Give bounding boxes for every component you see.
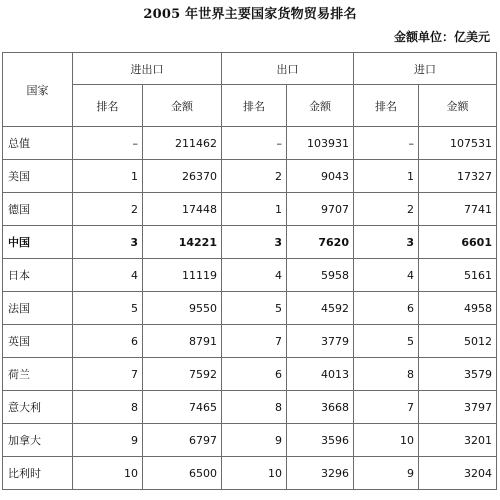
export-amount-cell: 4013 — [287, 358, 354, 391]
trade-ranking-table — [2, 52, 497, 490]
total-amount-cell: 11119 — [143, 259, 222, 292]
import-amount-cell: 5012 — [419, 325, 497, 358]
import-rank-cell: 1 — [354, 160, 419, 193]
total-amount-cell: 14221 — [143, 226, 222, 259]
total-amount-cell: 26370 — [143, 160, 222, 193]
total-trade-group-header: 进出口 — [73, 53, 222, 85]
export-rank-cell: 8 — [222, 391, 287, 424]
table-body — [3, 127, 497, 490]
export-rank-cell: 3 — [222, 226, 287, 259]
country-cell: 中国 — [3, 226, 73, 259]
country-cell: 加拿大 — [3, 424, 73, 457]
export-rank-cell: – — [222, 127, 287, 160]
import-amount-cell: 17327 — [419, 160, 497, 193]
total-rank-cell: 2 — [73, 193, 143, 226]
total-rank-cell: 9 — [73, 424, 143, 457]
import-rank-cell: 9 — [354, 457, 419, 490]
import-rank-header: 排名 — [354, 85, 419, 127]
country-cell: 英国 — [3, 325, 73, 358]
export-rank-cell: 5 — [222, 292, 287, 325]
table-row — [3, 424, 497, 457]
document-title: 2005 年世界主要国家货物贸易排名 — [143, 7, 357, 22]
export-rank-cell: 1 — [222, 193, 287, 226]
table-row — [3, 325, 497, 358]
total-amount-cell: 6797 — [143, 424, 222, 457]
total-rank-cell: 8 — [73, 391, 143, 424]
total-amount-cell: 9550 — [143, 292, 222, 325]
export-amount-cell: 7620 — [287, 226, 354, 259]
export-rank-cell: 6 — [222, 358, 287, 391]
export-rank-cell: 9 — [222, 424, 287, 457]
table-row — [3, 292, 497, 325]
export-rank-cell: 10 — [222, 457, 287, 490]
table-row — [3, 160, 497, 193]
import-amount-cell: 3797 — [419, 391, 497, 424]
country-cell: 意大利 — [3, 391, 73, 424]
table-row — [3, 193, 497, 226]
total-amount-cell: 7465 — [143, 391, 222, 424]
table-row — [3, 127, 497, 160]
export-amount-cell: 3296 — [287, 457, 354, 490]
export-amount-cell: 9707 — [287, 193, 354, 226]
export-amount-cell: 9043 — [287, 160, 354, 193]
export-rank-cell: 4 — [222, 259, 287, 292]
export-rank-header: 排名 — [222, 85, 287, 127]
import-rank-cell: 7 — [354, 391, 419, 424]
unit-note: 金额单位：亿美元 — [393, 30, 490, 44]
country-cell: 德国 — [3, 193, 73, 226]
export-amount-cell: 103931 — [287, 127, 354, 160]
export-amount-cell: 3779 — [287, 325, 354, 358]
import-rank-cell: 10 — [354, 424, 419, 457]
country-cell: 美国 — [3, 160, 73, 193]
export-group-header: 出口 — [222, 53, 354, 85]
import-rank-cell: – — [354, 127, 419, 160]
total-rank-header: 排名 — [73, 85, 143, 127]
total-rank-cell: 3 — [73, 226, 143, 259]
table-row — [3, 358, 497, 391]
country-cell: 日本 — [3, 259, 73, 292]
import-amount-cell: 7741 — [419, 193, 497, 226]
table-row — [3, 457, 497, 490]
country-column-header: 国家 — [3, 53, 73, 127]
table-row — [3, 391, 497, 424]
import-rank-cell: 6 — [354, 292, 419, 325]
import-amount-cell: 3579 — [419, 358, 497, 391]
table-row — [3, 259, 497, 292]
import-rank-cell: 2 — [354, 193, 419, 226]
total-rank-cell: 1 — [73, 160, 143, 193]
total-amount-cell: 8791 — [143, 325, 222, 358]
total-amount-cell: 7592 — [143, 358, 222, 391]
total-rank-cell: 10 — [73, 457, 143, 490]
import-amount-header: 金额 — [419, 85, 497, 127]
import-amount-cell: 5161 — [419, 259, 497, 292]
import-rank-cell: 8 — [354, 358, 419, 391]
export-amount-cell: 3668 — [287, 391, 354, 424]
import-rank-cell: 5 — [354, 325, 419, 358]
country-cell: 总值 — [3, 127, 73, 160]
import-amount-cell: 3201 — [419, 424, 497, 457]
total-amount-cell: 6500 — [143, 457, 222, 490]
total-amount-cell: 211462 — [143, 127, 222, 160]
table-row — [3, 226, 497, 259]
total-amount-header: 金额 — [143, 85, 222, 127]
total-amount-cell: 17448 — [143, 193, 222, 226]
total-rank-cell: 5 — [73, 292, 143, 325]
export-amount-cell: 4592 — [287, 292, 354, 325]
total-rank-cell: 6 — [73, 325, 143, 358]
import-rank-cell: 3 — [354, 226, 419, 259]
import-amount-cell: 6601 — [419, 226, 497, 259]
total-rank-cell: – — [73, 127, 143, 160]
export-amount-header: 金额 — [287, 85, 354, 127]
country-cell: 比利时 — [3, 457, 73, 490]
import-amount-cell: 3204 — [419, 457, 497, 490]
export-rank-cell: 2 — [222, 160, 287, 193]
total-rank-cell: 4 — [73, 259, 143, 292]
total-rank-cell: 7 — [73, 358, 143, 391]
export-rank-cell: 7 — [222, 325, 287, 358]
country-cell: 荷兰 — [3, 358, 73, 391]
import-group-header: 进口 — [354, 53, 497, 85]
import-rank-cell: 4 — [354, 259, 419, 292]
export-amount-cell: 5958 — [287, 259, 354, 292]
import-amount-cell: 4958 — [419, 292, 497, 325]
country-cell: 法国 — [3, 292, 73, 325]
import-amount-cell: 107531 — [419, 127, 497, 160]
export-amount-cell: 3596 — [287, 424, 354, 457]
